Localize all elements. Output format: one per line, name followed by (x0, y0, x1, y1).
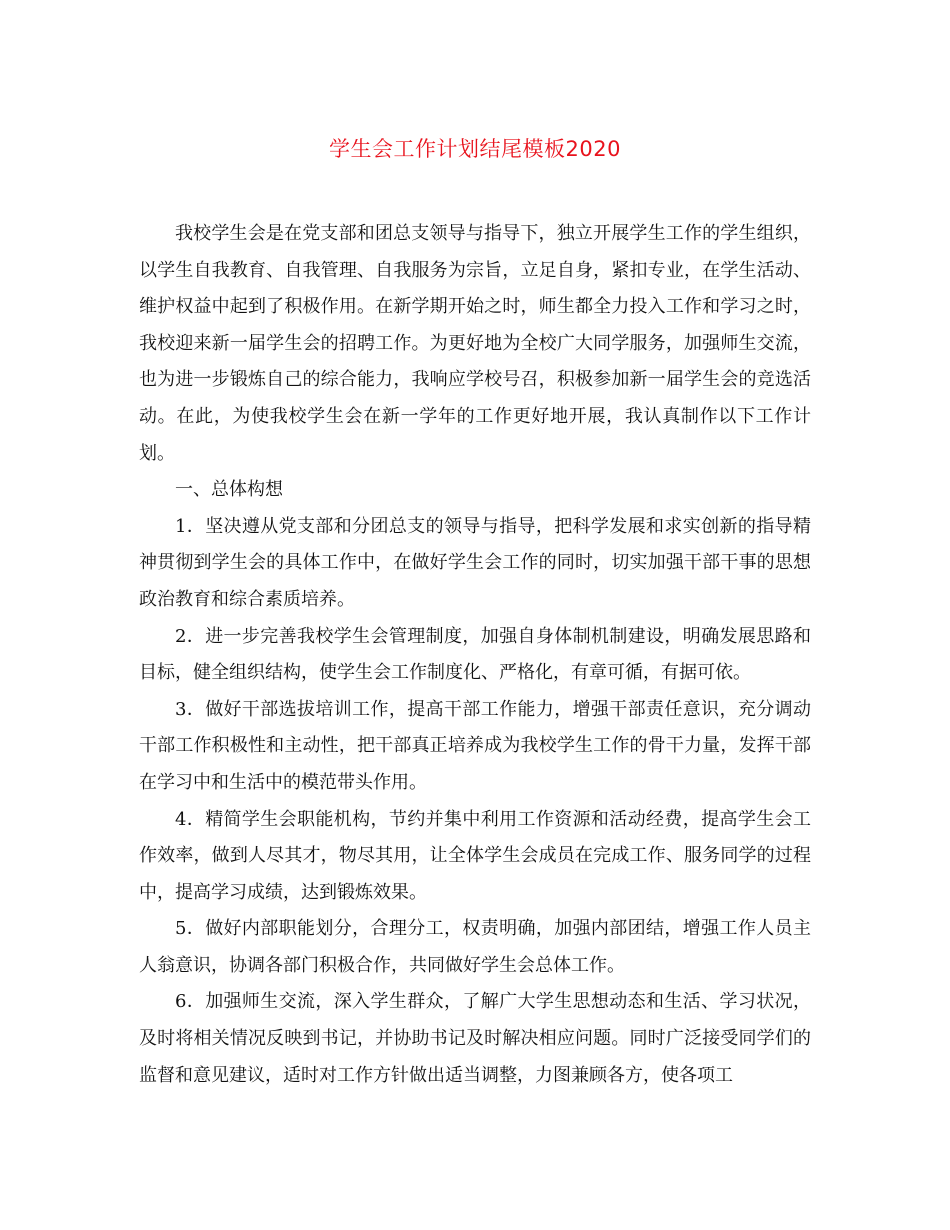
paragraph-item-6: 6．加强师生交流，深入学生群众，了解广大学生思想动态和生活、学习状况，及时将相关情况反映到书记，并协助书记及时解决相应问题。同时广泛接受同学们的监督和意见建议，适时对工作方针做出适当调整，力图兼顾各方，使各项工 (139, 991, 811, 1086)
section-heading: 一、总体构想 (175, 479, 283, 501)
paragraph-item-2: 2．进一步完善我校学生会管理制度，加强自身体制机制建设，明确发展思路和目标，健全组织结构，使学生会工作制度化、严格化，有章可循，有据可依。 (139, 625, 811, 684)
paragraph-item-5: 5．做好内部职能划分，合理分工，权责明确，加强内部团结，增强工作人员主人翁意识，协调各部门积极合作，共同做好学生会总体工作。 (139, 918, 811, 976)
paragraph-intro: 我校学生会是在党支部和团总支领导与指导下，独立开展学生工作的学生组织，以学生自我教育、自我管理、自我服务为宗旨，立足自身，紧扣专业，在学生活动、维护权益中起到了积极作用。在新学期开始之时，师生都全力投入工作和学习之时，我校迎来新一届学生会的招聘工作。为更好地为全校广大同学服务，加强师生交流，也为进一步锻炼自己的综合能力，我响应学校号召，积极参加新一届学生会的竞选活动。在此，为使我校学生会在新一学年的工作更好地开展，我认真制作以下工作计划。 (139, 223, 811, 464)
paragraph-item-1: 1．坚决遵从党支部和分团总支的领导与指导，把科学发展和求实创新的指导精神贯彻到学生会的具体工作中，在做好学生会工作的同时，切实加强干部干事的思想政治教育和综合素质培养。 (139, 515, 811, 610)
paragraph-item-3: 3．做好干部选拔培训工作，提高干部工作能力，增强干部责任意识，充分调动干部工作积极性和主动性，把干部真正培养成为我校学生工作的骨干力量，发挥干部在学习中和生活中的模范带头作用。 (139, 698, 811, 793)
paragraph-item-4: 4．精简学生会职能机构，节约并集中利用工作资源和活动经费，提高学生会工作效率，做到人尽其才，物尽其用，让全体学生会成员在完成工作、服务同学的过程中，提高学习成绩，达到锻炼效果。 (139, 808, 811, 903)
document-title: 学生会工作计划结尾模板2020 (329, 137, 621, 161)
document-body (139, 216, 811, 1094)
